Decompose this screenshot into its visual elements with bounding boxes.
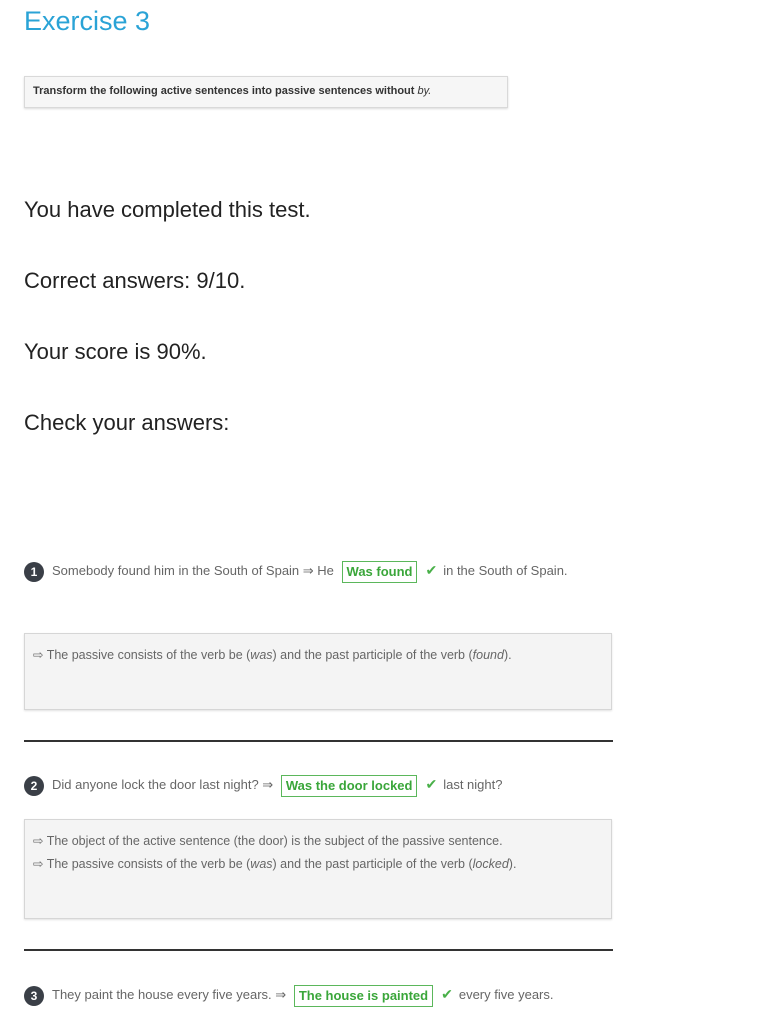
question-text: Did anyone lock the door last night? ⇒ bbox=[52, 777, 274, 792]
explanation-box-2 bbox=[24, 819, 612, 919]
answer-field[interactable]: Was found bbox=[342, 561, 418, 583]
question-1 bbox=[24, 556, 614, 585]
divider bbox=[24, 949, 613, 951]
check-answers-heading: Check your answers: bbox=[24, 410, 230, 435]
explanation-text: ) and the past participle of the verb ( bbox=[272, 648, 473, 662]
question-number-badge: 3 bbox=[24, 986, 44, 1006]
explanation-emphasis: locked bbox=[472, 857, 509, 871]
checkmark-icon: ✔ bbox=[425, 776, 438, 792]
question-text-after: in the South of Spain. bbox=[443, 563, 568, 578]
explanation-text: ⇨ The passive consists of the verb be ( bbox=[33, 648, 251, 662]
explanation-text: ⇨ The passive consists of the verb be ( bbox=[33, 857, 251, 871]
explanation-text: ) and the past participle of the verb ( bbox=[272, 857, 473, 871]
question-text-after: last night? bbox=[443, 777, 503, 792]
explanation-line bbox=[33, 853, 603, 876]
divider bbox=[24, 740, 613, 742]
question-3 bbox=[24, 980, 614, 1009]
question-text: They paint the house every five years. ⇒ bbox=[52, 987, 287, 1002]
completed-message: You have completed this test. bbox=[24, 197, 311, 222]
question-number-badge: 1 bbox=[24, 562, 44, 582]
score: Your score is 90%. bbox=[24, 339, 207, 364]
question-2 bbox=[24, 770, 614, 799]
explanation-emphasis: found bbox=[472, 648, 504, 662]
question-text: Somebody found him in the South of Spain ⇒ He bbox=[52, 563, 334, 578]
checkmark-icon: ✔ bbox=[441, 986, 453, 1002]
explanation-emphasis: was bbox=[250, 648, 273, 662]
explanation-box-1 bbox=[24, 633, 612, 710]
question-number-badge: 2 bbox=[24, 776, 44, 796]
explanation-line: ⇨ The object of the active sentence (the door) is the subject of the passive sentence. bbox=[33, 834, 503, 848]
answer-field[interactable]: Was the door locked bbox=[281, 775, 418, 797]
page-title: Exercise 3 bbox=[24, 6, 151, 36]
question-text-after: every five years. bbox=[458, 987, 554, 1002]
explanation-line bbox=[33, 644, 603, 667]
instructions-box bbox=[24, 76, 508, 108]
explanation-text: ). bbox=[508, 857, 517, 871]
explanation-text: ). bbox=[503, 648, 512, 662]
explanation-emphasis: was bbox=[250, 857, 273, 871]
checkmark-icon: ✔ bbox=[425, 562, 438, 578]
correct-answers: Correct answers: 9/10. bbox=[24, 268, 246, 293]
instructions-text: Transform the following active sentences into passive sentences without bbox=[33, 85, 418, 97]
answer-field[interactable]: The house is painted bbox=[294, 985, 433, 1007]
instructions-by: by. bbox=[417, 85, 432, 97]
